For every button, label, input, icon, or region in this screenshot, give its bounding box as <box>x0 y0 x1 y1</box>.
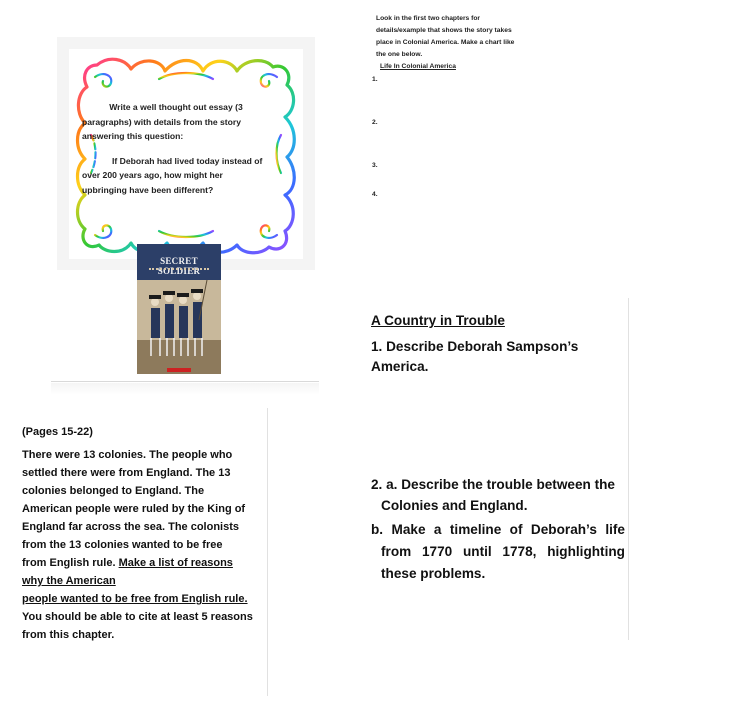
passage-line: American people were ruled by the King of <box>22 503 246 515</box>
passage-text: from English rule. <box>22 557 119 569</box>
vertical-divider <box>628 298 629 640</box>
passage-underlined-text: why the American <box>22 575 116 587</box>
passage-line: You should be able to cite at least 5 reasons <box>22 611 253 623</box>
vertical-divider <box>267 408 268 696</box>
passage-line: from the 13 colonies wanted to be free <box>22 539 223 551</box>
chart-instructions <box>376 13 546 73</box>
horizontal-divider <box>51 381 319 382</box>
question-1 <box>371 337 611 377</box>
question-2a <box>371 474 626 516</box>
word: Make <box>391 522 426 537</box>
passage-line <box>22 590 260 608</box>
word: 1778, <box>502 544 537 559</box>
publisher-logo <box>167 368 191 372</box>
chart-instruction-line: place in Colonial America. Make a chart like <box>376 39 515 46</box>
book-title: SECRET SOLDIER <box>157 256 201 276</box>
passage-line: from this chapter. <box>22 629 115 641</box>
question-2b-line <box>371 541 625 563</box>
book-star-row <box>149 268 209 272</box>
chart-item-number: 2. <box>372 119 378 126</box>
word: of <box>509 522 523 537</box>
word: life <box>605 522 625 537</box>
word: Deborah’s <box>530 522 597 537</box>
passage-underlined-text: people wanted to be free from English rule. <box>22 593 248 605</box>
question-2b-line: these problems. <box>381 566 486 581</box>
essay-instruction-line: answering this question: <box>82 131 184 141</box>
chart-item-number: 3. <box>372 162 378 169</box>
word: timeline <box>449 522 502 537</box>
book-cover-image <box>137 244 221 374</box>
word: highlighting <box>547 544 625 559</box>
section-heading: A Country in Trouble <box>371 313 505 328</box>
essay-question-line: over 200 years ago, how might her <box>82 170 223 180</box>
question-2a-line: 2. a. Describe the trouble between the <box>371 477 615 492</box>
essay-instruction-line: paragraphs) with details from the story <box>82 116 242 127</box>
question-1-line: 1. Describe Deborah Sampson’s <box>371 339 579 354</box>
essay-prompt-text <box>82 100 270 197</box>
passage-line: colonies belonged to England. The <box>22 485 205 497</box>
divider-shadow <box>51 383 319 395</box>
passage-line <box>22 554 260 572</box>
reading-passage <box>22 446 260 644</box>
question-1-line: America. <box>371 359 429 374</box>
essay-instruction-line: Write a well thought out essay (3 <box>109 102 243 112</box>
passage-line <box>22 572 260 590</box>
chart-item-number: 1. <box>372 76 378 83</box>
question-2a-line: Colonies and England. <box>381 498 528 513</box>
passage-underlined-text: Make a list of reasons <box>118 557 233 569</box>
chart-instruction-line: the one below. <box>376 51 423 58</box>
chart-title: Life In Colonial America <box>380 63 456 70</box>
word: b. <box>371 522 384 537</box>
chart-instruction-line: Look in the first two chapters for <box>376 15 481 22</box>
page-reference: (Pages 15-22) <box>22 426 93 438</box>
chart-item-number: 4. <box>372 191 378 198</box>
passage-line: England far across the sea. The colonists <box>22 521 240 533</box>
word: until <box>462 544 492 559</box>
question-2b <box>371 519 625 585</box>
essay-question-line: upbringing have been different? <box>82 184 214 195</box>
essay-question-line: If Deborah had lived today instead of <box>112 155 263 166</box>
question-2b-line <box>371 519 625 541</box>
word: 1770 <box>421 544 453 559</box>
chart-instruction-line: details/example that shows the story takes <box>376 27 512 34</box>
passage-line: settled there were from England. The 13 <box>22 467 231 479</box>
word: a <box>433 522 442 537</box>
word: from <box>381 544 412 559</box>
book-illustration <box>137 280 221 374</box>
book-cover-banner <box>137 244 221 280</box>
passage-line: There were 13 colonies. The people who <box>22 449 233 461</box>
